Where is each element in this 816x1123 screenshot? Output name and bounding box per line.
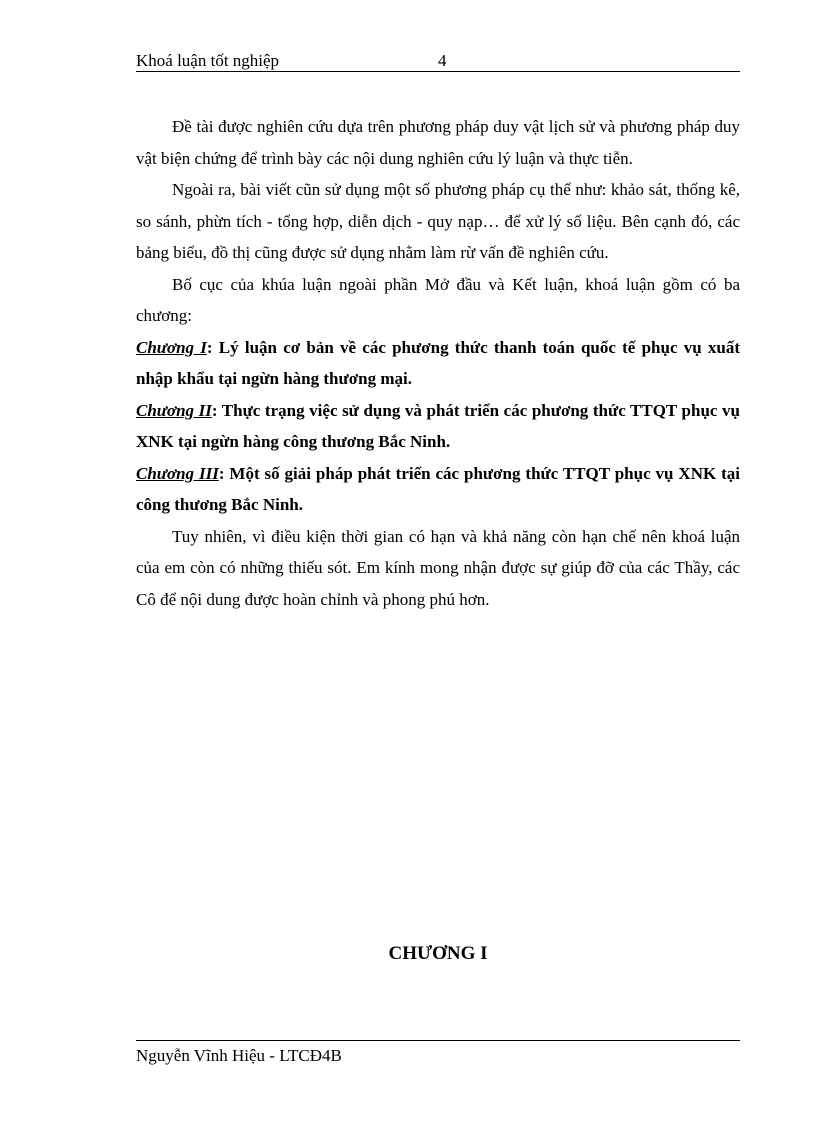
document-body [136,111,740,615]
page-header [136,50,740,72]
chapter-item-3 [136,458,740,521]
chapter-label: Chương I [136,337,207,357]
chapter-item-1 [136,332,740,395]
chapter-item-2 [136,395,740,458]
chapter-heading: CHƯƠNG I [388,943,488,964]
paragraph-structure: Bố cục của khúa luận ngoài phần Mở đầu và Kết luận, khoá luận gồm có ba chương: [136,274,740,325]
paragraph-specific-methods: Ngoài ra, bài viết cũn sử dụng một số phương pháp cụ thể như: khảo sát, thống kê, so sánh, phừn tích - tổng hợp, diễn dịch - quy nạp… để xử lý số liệu. Bên cạnh đó, các bảng biểu, đồ thị cũng được sử dụng nhằm làm rừ vấn đề nghiên cứu. [136,180,740,262]
paragraph-methods: Đề tài được nghiên cứu dựa trên phương pháp duy vật lịch sử và phương pháp duy vật biện chứng để trình bày các nội dung nghiên cứu lý luận và thực tiễn. [136,117,740,168]
header-title: Khoá luận tốt nghiệp [136,51,280,70]
chapter-text: : Thực trạng việc sử dụng và phát triển các phương thức TTQT phục vụ XNK tại ngừn hàng công thương Bắc Ninh. [136,400,740,451]
chapter-text: : Một số giải pháp phát triển các phương thức TTQT phục vụ XNK tại công thương Bắc Ninh. [136,463,740,514]
chapter-label: Chương III [136,463,219,483]
page-footer [136,1040,740,1068]
page-number: 4 [438,51,447,70]
footer-author: Nguyễn Vĩnh Hiệu - LTCĐ4B [136,1046,342,1065]
chapter-label: Chương II [136,400,212,420]
chapter-text: : Lý luận cơ bản về các phương thức thanh toán quốc tế phục vụ xuất nhập khẩu tại ngừn hàng thương mại. [136,337,741,388]
paragraph-closing: Tuy nhiên, vì điều kiện thời gian có hạn và khả năng còn hạn chế nên khoá luận của em còn có những thiếu sót. Em kính mong nhận được sự giúp đỡ của các Thầy, các Cô để nội dung được hoàn chỉnh và phong phú hơn. [136,526,740,609]
